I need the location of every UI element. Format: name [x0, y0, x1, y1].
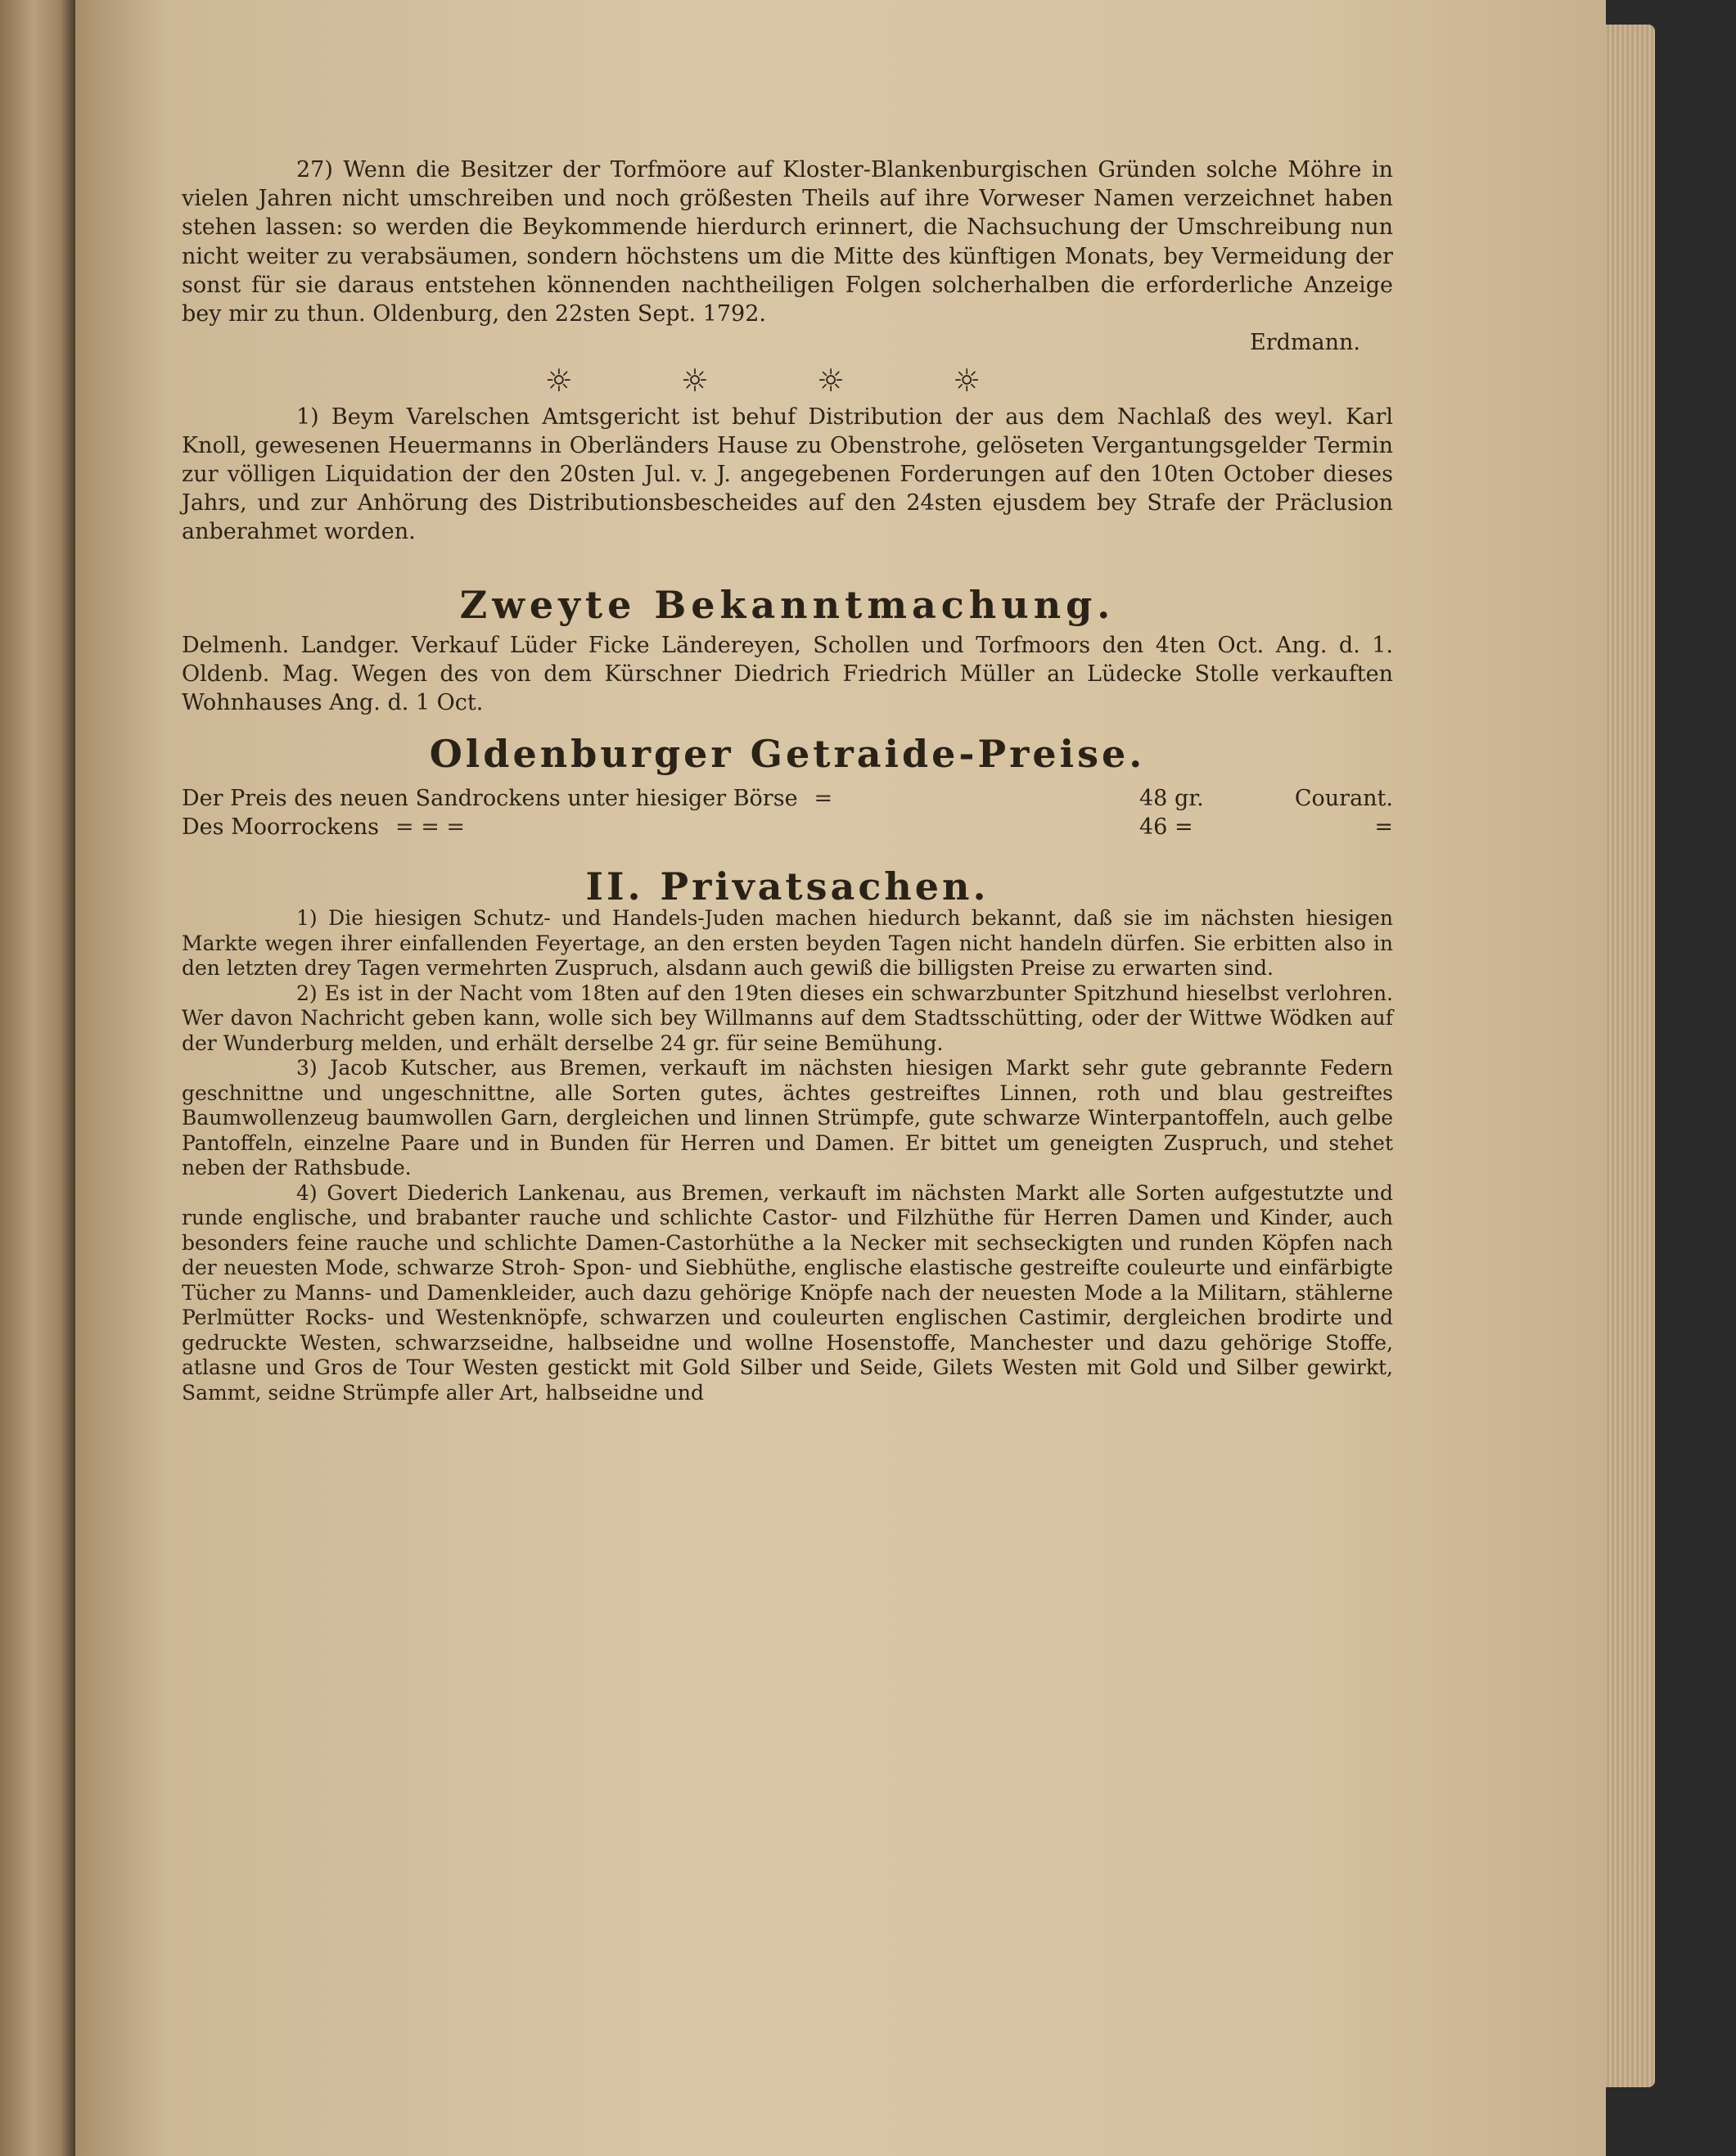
price-label: Des Moorrockens: [182, 814, 379, 840]
price-row-sandrocken: [182, 784, 1393, 813]
privatsachen-heading: II. Privatsachen.: [585, 864, 990, 909]
privat-item: 1) Die hiesigen Schutz- und Handels-Juden machen hiedurch bekannt, daß sie im nächsten hiesigen Markte wegen ihrer einfallenden Feyertage, an den ersten beyden Tagen nicht handeln dürfen. Sie erbitten also in den letzten drey Tagen vermehrten Zuspruch, alsdann auch gewiß die billigsten Preise zu erwarten sind.: [182, 906, 1393, 981]
left-page-edge: [0, 0, 75, 2156]
zweyte-bekanntmachung-heading: Zweyte Bekanntmachung.: [459, 582, 1116, 627]
privat-item: 3) Jacob Kutscher, aus Bremen, verkauft im nächsten hiesigen Markt sehr gute gebrannte Federn geschnittne und ungeschnittne, alle Sorten gutes, ächtes gestreiftes Linnen, roth und blau gestreiftes Baumwollenzeug baumwollen Garn, dergleichen und linnen Strümpfe, gute schwarze Winterpantoffeln, auch gelbe Pantoffeln, einzelne Paare und in Bunden für Herren und Damen. Er bittet um geneigten Zuspruch, und stehet neben der Rathsbude.: [182, 1056, 1393, 1180]
zweyte-bekanntmachung-text: Delmenh. Landger. Verkauf Lüder Ficke Ländereyen, Schollen und Torfmoors den 4ten Oct. Ang. d. 1. Oldenb. Mag. Wegen des von dem Kürschner Diedrich Friedrich Müller an Lüdecke Stolle verkauften Wohnhauses Ang. d. 1 Oct.: [182, 632, 1393, 716]
getraide-preise-heading: Oldenburger Getraide-Preise.: [429, 732, 1146, 777]
section-27-paragraph: 27) Wenn die Besitzer der Torfmöore auf Kloster-Blankenburgischen Gründen solche Möhre in vielen Jahren nicht umschreiben und noch größesten Theils auf ihre Vorweser Namen verzeichnet haben stehen lassen: so werden die Beykommende hierdurch erinnert, die Nachsuchung der Umschreibung nun nicht weiter zu verabsäumen, sondern höchstens um die Mitte des künftigen Monats, bey Vermeidung der sonst für sie daraus entstehen könnenden nachtheiligen Folgen solcherhalben die erforderliche Anzeige bey mir zu thun. Oldenburg, den 22sten Sept. 1792.: [182, 157, 1393, 327]
price-row-moorrocken: [182, 813, 1393, 841]
signature: Erdmann.: [1250, 330, 1360, 356]
page-stack-edge: [1606, 25, 1655, 2087]
price-unit: Courant.: [1294, 785, 1393, 811]
price-unit: =: [1374, 814, 1393, 840]
price-label: Der Preis des neuen Sandrockens unter hiesiger Börse: [182, 785, 798, 811]
privat-item: 4) Govert Diederich Lankenau, aus Bremen, verkauft im nächsten Markt alle Sorten aufgestutzte und runde englische, und brabanter rauche und schlichte Castor- und Filzhüthe für Herren Damen und Kinder, auch besonders feine rauche und schlichte Damen-Castorhüthe a la Necker mit sechseckigten und runden Köpfen nach der neuesten Mode, schwarze Stroh- Spon- und Siebhüthe, englische elastische gestreifte couleurte und einfärbigte Tücher zu Manns- und Damenkleider, auch dazu gehörige Knöpfe nach der neuesten Mode a la Militarn, stählerne Perlmütter Rocks- und Westenknöpfe, schwarzen und couleurten englischen Castimir, dergleichen brodirte und gedruckte Westen, schwarzseidne, halbseidne und wollne Hosenstoffe, Manchester und dazu gehörige Stoffe, atlasne und Gros de Tour Westen gestickt mit Gold Silber und Seide, Gilets Westen mit Gold und Silber gewirkt, Sammt, seidne Strümpfe aller Art, halbseidne und: [182, 1180, 1393, 1405]
page-text: [182, 156, 1393, 1405]
price-dots: = = =: [395, 814, 466, 840]
price-dots: =: [814, 785, 833, 811]
price-amount: 46 =: [1139, 814, 1193, 840]
ornament-divider: ☼ ☼ ☼ ☼: [544, 363, 1030, 399]
varel-notice-paragraph: 1) Beym Varelschen Amtsgericht ist behuf Distribution der aus dem Nachlaß des weyl. Karl Knoll, gewesenen Heuermanns in Oberländers Hause zu Obenstrohe, gelöseten Vergantungsgelder Termin zur völligen Liquidation der den 20sten Jul. v. J. angegebenen Forderungen auf den 10ten October dieses Jahrs, und zur Anhörung des Distributionsbescheides auf den 24sten ejusdem bey Strafe der Präclusion anberahmet worden.: [182, 404, 1393, 545]
privat-item: 2) Es ist in der Nacht vom 18ten auf den 19ten dieses ein schwarzbunter Spitzhund hieselbst verlohren. Wer davon Nachricht geben kann, wolle sich bey Willmanns auf dem Stadtsschütting, oder der Wittwe Wödken auf der Wunderburg melden, und erhält derselbe 24 gr. für seine Bemühung.: [182, 981, 1393, 1055]
price-amount: 48 gr.: [1139, 785, 1204, 811]
